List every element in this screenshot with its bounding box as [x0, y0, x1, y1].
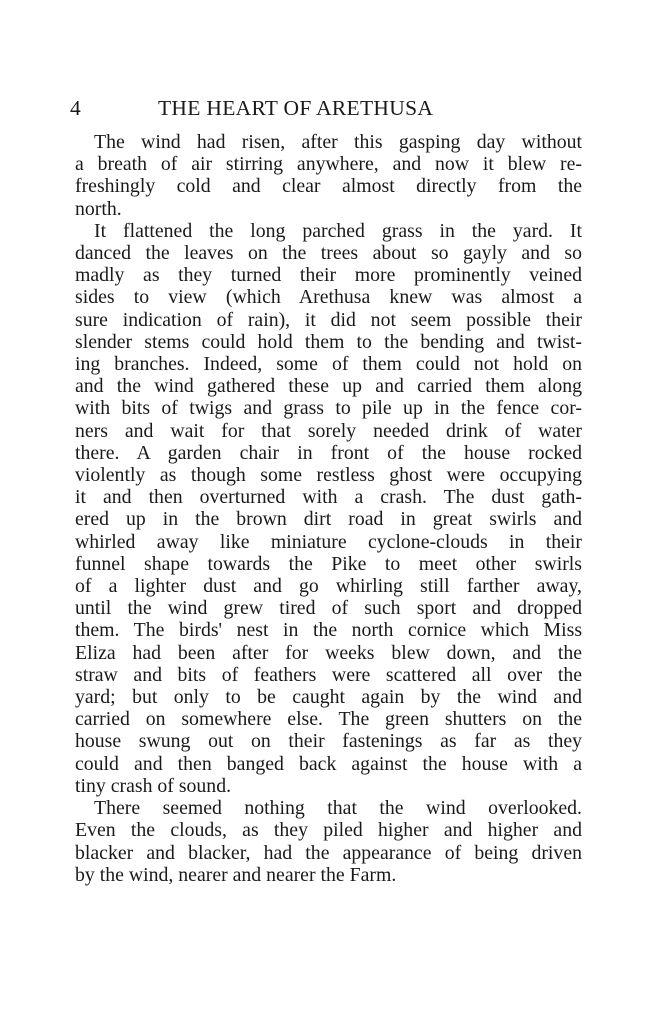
text-line: The wind had risen, after this gasping day without — [94, 131, 582, 153]
text-line: of a lighter dust and go whirling still farther away, — [75, 575, 582, 598]
text-line: madly as they turned their more prominently veined — [75, 264, 582, 287]
text-line: straw and bits of feathers were scattered all over the — [75, 663, 582, 686]
text-line: ered up in the brown dirt road in great swirls and — [75, 508, 583, 531]
text-line: freshingly cold and clear almost directly from the — [75, 175, 583, 198]
text-line: until the wind grew tired of such sport and dropped — [75, 597, 582, 620]
text-line: There seemed nothing that the wind overlooked. — [94, 797, 582, 820]
text-line: sure indication of rain), it did not seem possible their — [75, 308, 582, 331]
text-line: by the wind, nearer and nearer the Farm. — [75, 863, 397, 886]
page-number: 4 — [70, 96, 81, 120]
text-line: ing branches. Indeed, some of them could not hold on — [75, 353, 583, 376]
text-line: sides to view (which Arethusa knew was almost a — [75, 286, 583, 309]
text-line: tiny crash of sound. — [75, 774, 232, 797]
page-header — [70, 93, 590, 123]
text-line: funnel shape towards the Pike to meet other swirls — [75, 552, 582, 575]
text-line: yard; but only to be caught again by the wind and — [75, 686, 582, 709]
text-line: violently as though some restless ghost were occupying — [75, 464, 582, 487]
text-line: them. The birds' nest in the north cornice which Miss — [75, 619, 583, 642]
body-text — [75, 131, 582, 886]
text-line: Even the clouds, as they piled higher and higher and — [75, 819, 582, 842]
text-line: it and then overturned with a crash. The dust gath- — [75, 486, 582, 509]
text-line: with bits of twigs and grass to pile up in the fence cor- — [75, 397, 582, 420]
text-line: house swung out on their fastenings as far as they — [75, 730, 583, 753]
text-line: a breath of air stirring anywhere, and now it blew re- — [75, 153, 582, 176]
text-line: whirled away like miniature cyclone-clouds in their — [75, 530, 583, 553]
text-line: slender stems could hold them to the bending and twist- — [75, 330, 582, 353]
text-line: danced the leaves on the trees about so gayly and so — [75, 242, 582, 265]
text-line: north. — [75, 197, 122, 220]
text-line: could and then banged back against the house with a — [75, 752, 583, 775]
text-line: blacker and blacker, had the appearance of being driven — [75, 841, 582, 864]
text-line: It flattened the long parched grass in the yard. It — [94, 219, 583, 242]
text-line: carried on somewhere else. The green shutters on the — [75, 708, 582, 731]
paragraph — [75, 131, 582, 220]
running-title: THE HEART OF ARETHUSA — [158, 96, 434, 120]
paragraph — [75, 797, 582, 886]
paragraph — [75, 220, 582, 797]
text-line: there. A garden chair in front of the house rocked — [75, 441, 582, 464]
text-line: ners and wait for that sorely needed drink of water — [75, 419, 582, 442]
text-line: Eliza had been after for weeks blew down, and the — [75, 641, 582, 664]
text-line: and the wind gathered these up and carried them along — [75, 375, 582, 398]
